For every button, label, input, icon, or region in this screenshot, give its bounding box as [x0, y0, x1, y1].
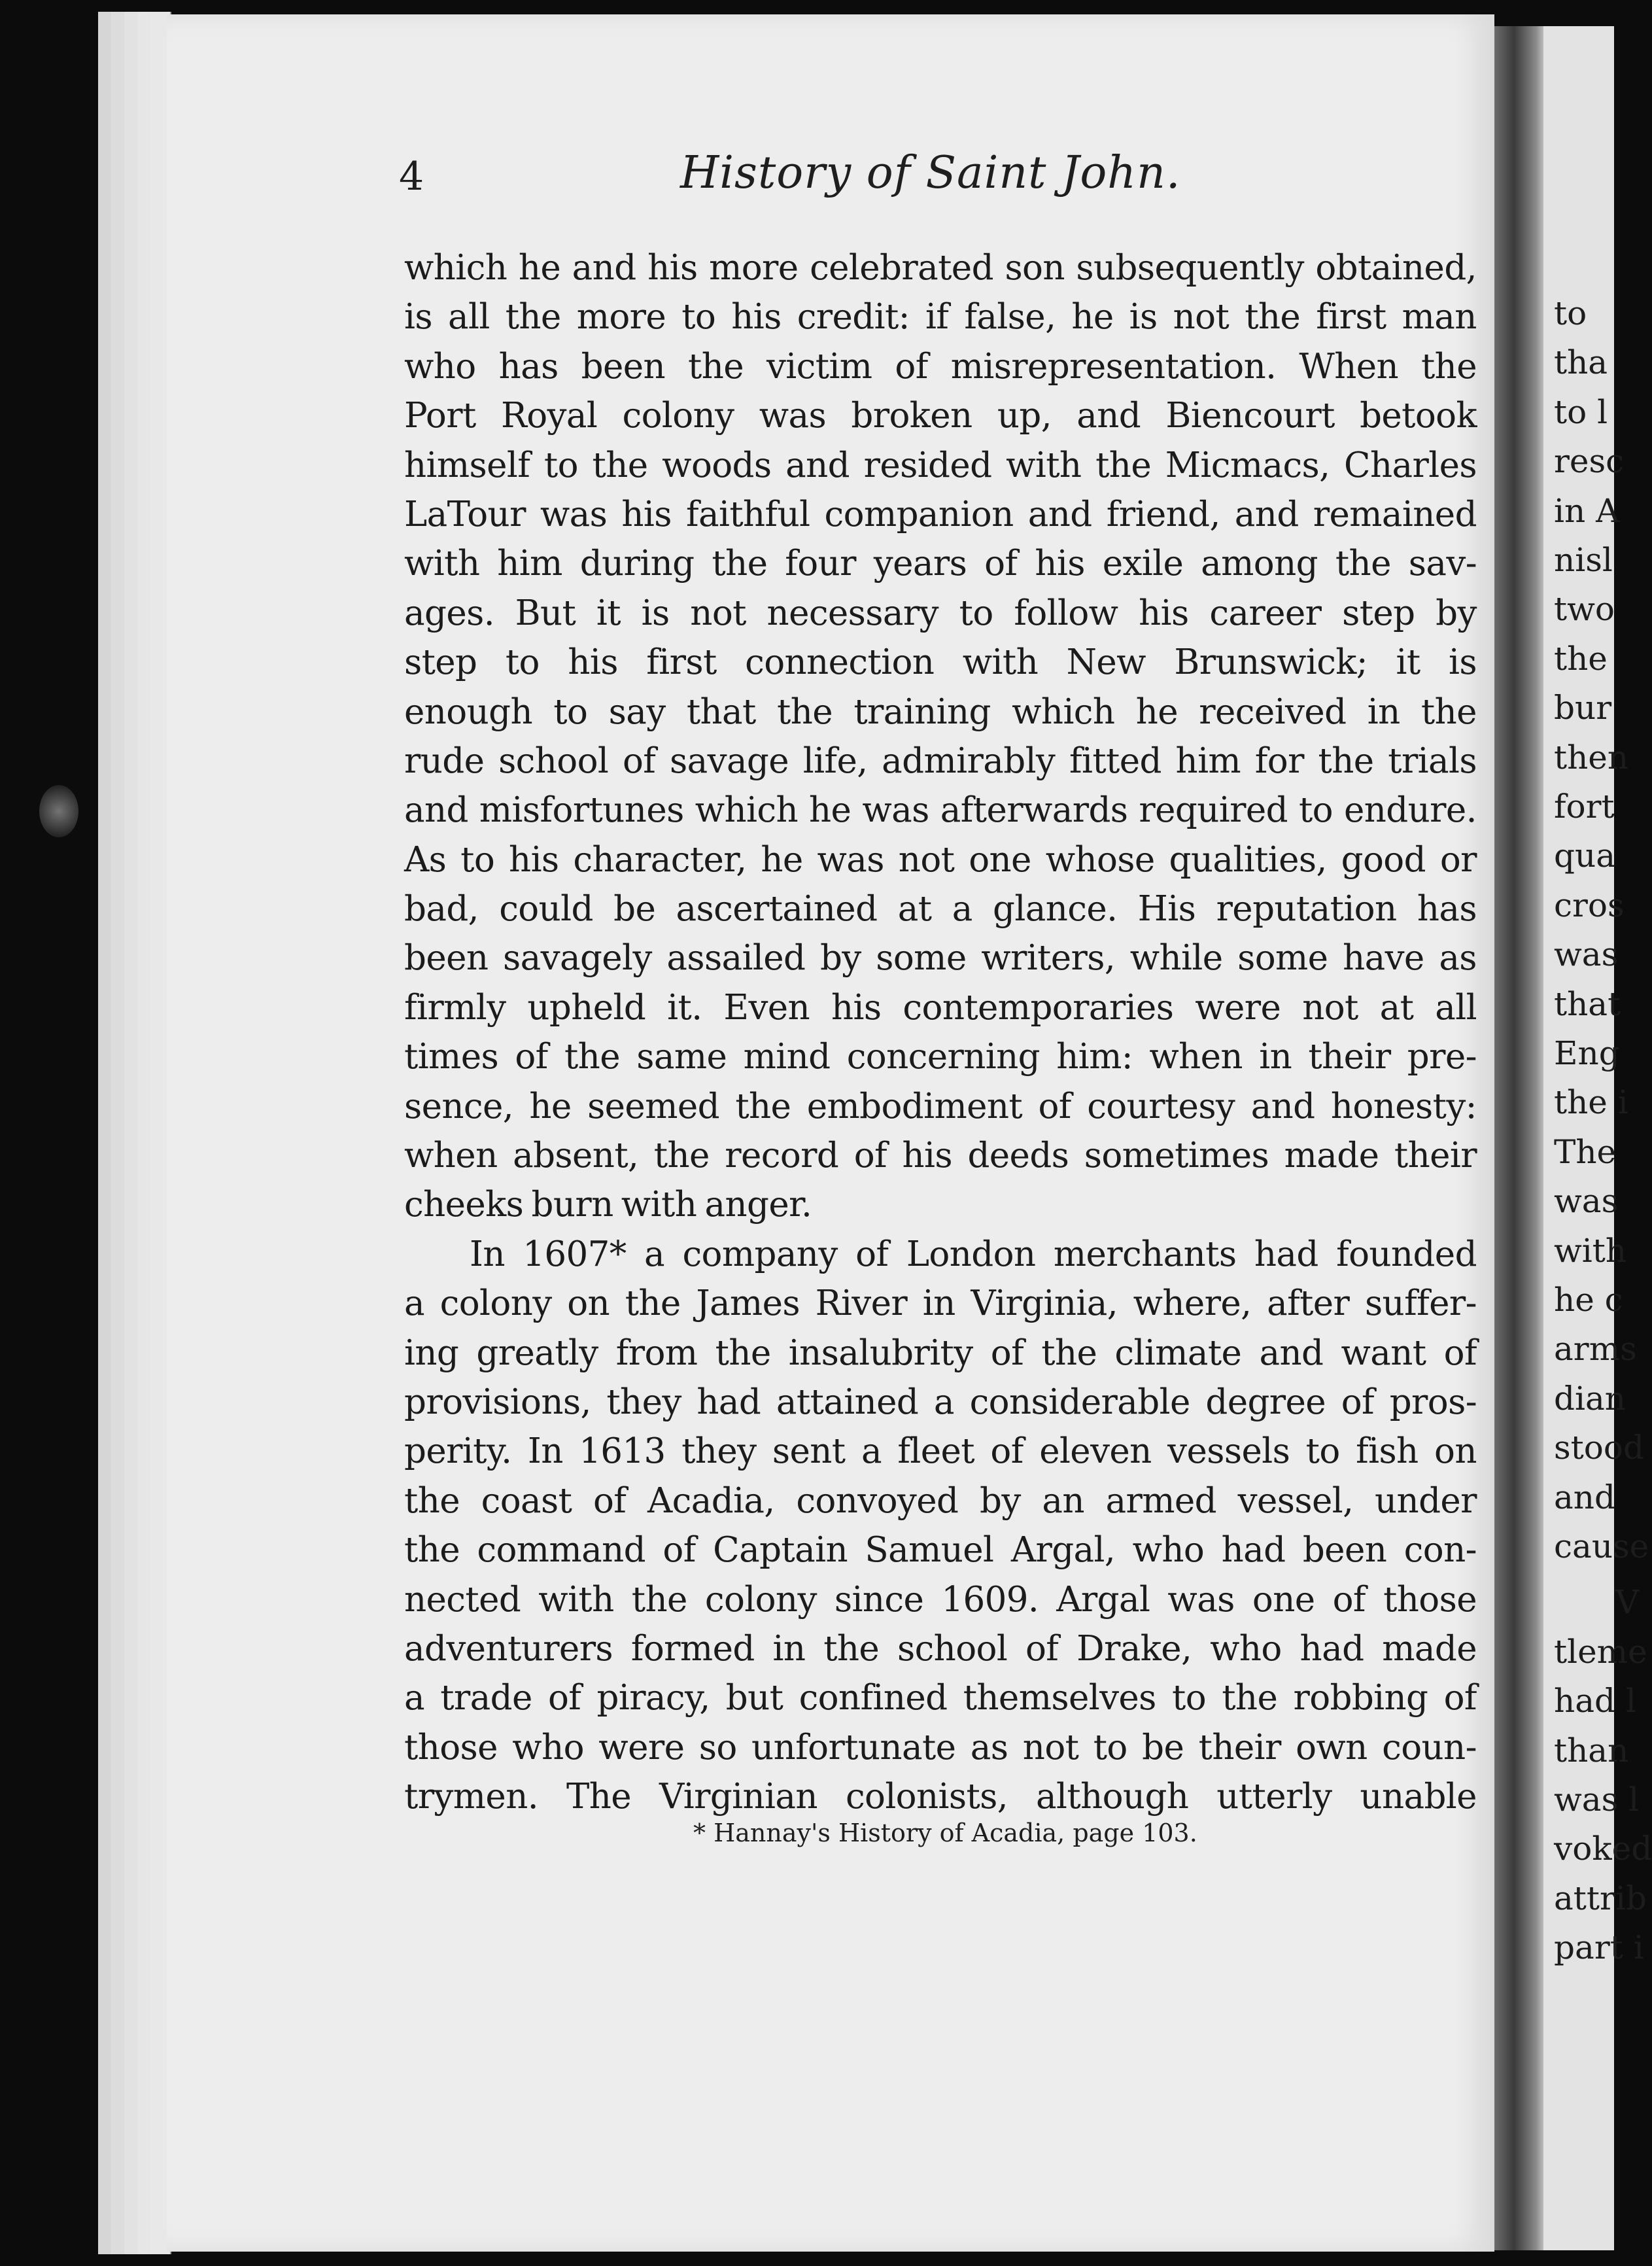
facing-page-fragment: than — [1554, 1731, 1629, 1769]
text-line: a trade of piracy, but confined themselves to the robbing of — [404, 1678, 1477, 1718]
facing-page-fragment: had l — [1554, 1682, 1636, 1720]
text-line: Port Royal colony was broken up, and Biencourt betook — [404, 396, 1477, 436]
text-line: perity. In 1613 they sent a fleet of eleven vessels to fish on — [404, 1431, 1477, 1472]
text-line: firmly upheld it. Even his contemporaries were not at all — [404, 987, 1477, 1028]
facing-page-fragment: in A — [1554, 491, 1620, 530]
facing-page — [1543, 26, 1652, 2250]
facing-page-fragment: voked — [1554, 1830, 1652, 1868]
text-line: LaTour was his faithful companion and friend, and remained — [404, 494, 1477, 534]
facing-page-fragment: tleme — [1554, 1632, 1647, 1671]
text-line: those who were so unfortunate as not to be their own coun- — [404, 1727, 1477, 1768]
body-text — [404, 243, 1477, 1822]
facing-page-fragment: stood — [1554, 1429, 1644, 1467]
text-line: who has been the victim of misrepresentation. When the — [404, 346, 1477, 387]
facing-page-fragment: nisl — [1554, 541, 1613, 579]
facing-page-fragment: resc — [1554, 442, 1625, 481]
facing-page-fragment: V — [1615, 1583, 1640, 1622]
text-line: ing greatly from the insalubrity of the climate and want of — [404, 1333, 1477, 1373]
page-number: 4 — [399, 154, 424, 200]
text-line: sence, he seemed the embodiment of courtesy and honesty: — [404, 1086, 1477, 1126]
facing-page-fragment: then — [1554, 738, 1629, 776]
text-line: adventurers formed in the school of Drake, who had made — [404, 1628, 1477, 1669]
facing-page-fragment: arms — [1554, 1330, 1637, 1368]
scan-artifact — [39, 785, 78, 837]
facing-page-fragment: fort — [1554, 788, 1615, 826]
book-gutter — [1494, 26, 1543, 2250]
text-line: In 1607* a company of London merchants had founded — [470, 1234, 1477, 1274]
facing-page-fragment: to — [1554, 294, 1587, 332]
page-header — [399, 147, 1485, 219]
facing-page-fragment: bur — [1554, 689, 1612, 727]
facing-page-fragment: cros — [1554, 886, 1625, 924]
facing-page-fragment: to l — [1554, 392, 1608, 431]
text-line: the coast of Acadia, convoyed by an armed vessel, under — [404, 1480, 1477, 1521]
text-line: himself to the woods and resided with the Micmacs, Charles — [404, 445, 1477, 485]
facing-page-fragment: two — [1554, 590, 1615, 629]
text-line: and misfortunes which he was afterwards required to endure. — [404, 790, 1477, 831]
text-line: ages. But it is not necessary to follow his career step by — [404, 593, 1477, 633]
facing-page-fragment: the — [1554, 639, 1608, 678]
facing-page-fragment: qua — [1554, 837, 1616, 875]
running-head: History of Saint John. — [680, 147, 1181, 199]
text-line: rude school of savage life, admirably fitted him for the trials — [404, 741, 1477, 781]
text-line: when absent, the record of his deeds sometimes made their — [404, 1136, 1477, 1176]
footnote: * Hannay's History of Acadia, page 103. — [693, 1819, 1197, 1847]
text-line: been savagely assailed by some writers, while some have as — [404, 938, 1477, 979]
text-line: enough to say that the training which he received in the — [404, 691, 1477, 732]
facing-page-fragment: tha — [1554, 343, 1608, 382]
facing-page-fragment: was — [1554, 935, 1619, 974]
facing-page-fragment: with — [1554, 1231, 1627, 1270]
facing-page-fragment: was — [1554, 1182, 1619, 1221]
text-line: nected with the colony since 1609. Argal was one of those — [404, 1579, 1477, 1620]
facing-page-fragment: part i — [1554, 1928, 1644, 1967]
text-line: a colony on the James River in Virginia, where, after suffer- — [404, 1283, 1477, 1324]
text-line: trymen. The Virginian colonists, although utterly unable — [404, 1777, 1477, 1817]
text-line: As to his character, he was not one whose qualities, good or — [404, 839, 1477, 880]
facing-page-fragment: that — [1554, 985, 1621, 1023]
facing-page-fragment: The — [1554, 1132, 1617, 1171]
facing-page-fragment: he c — [1554, 1281, 1623, 1319]
facing-page-fragment: cause — [1554, 1527, 1649, 1565]
text-line: which he and his more celebrated son subsequently obtained, — [404, 248, 1477, 288]
text-line: is all the more to his credit: if false, he is not the first man — [404, 297, 1477, 338]
facing-page-fragment: and — [1554, 1478, 1616, 1516]
facing-page-fragment: was l — [1554, 1781, 1640, 1819]
text-line: bad, could be ascertained at a glance. His reputation has — [404, 889, 1477, 930]
facing-page-fragment: attrib — [1554, 1879, 1647, 1917]
facing-page-fragment: dian — [1554, 1379, 1626, 1418]
text-line: cheeks burn with anger. — [404, 1185, 812, 1225]
facing-page-fragment: the i — [1554, 1083, 1628, 1122]
text-line: with him during the four years of his exile among the sav- — [404, 544, 1477, 584]
text-line: step to his first connection with New Brunswick; it is — [404, 642, 1477, 683]
text-line: the command of Captain Samuel Argal, who had been con- — [404, 1530, 1477, 1571]
facing-page-fragment: Eng — [1554, 1034, 1620, 1072]
text-line: times of the same mind concerning him: when in their pre- — [404, 1037, 1477, 1077]
text-line: provisions, they had attained a considerable degree of pros- — [404, 1382, 1477, 1422]
